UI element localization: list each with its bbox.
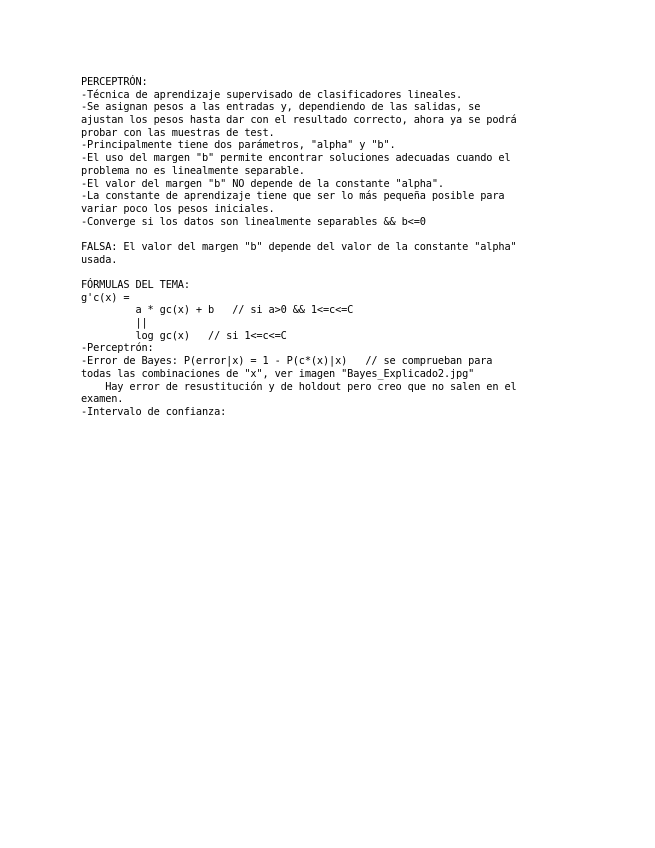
- document-body: [81, 76, 641, 419]
- doc-line: -Perceptrón:: [81, 342, 154, 355]
- doc-line: variar poco los pesos iniciales.: [81, 202, 275, 215]
- doc-line: problema no es linealmente separable.: [81, 164, 305, 177]
- doc-line: a * gc(x) + b // si a>0 && 1<=c<=C: [81, 304, 354, 317]
- doc-line: usada.: [81, 253, 118, 266]
- doc-line: probar con las muestras de test.: [81, 126, 275, 139]
- doc-line: FALSA: El valor del margen "b" depende del valor de la constante "alpha": [81, 240, 517, 253]
- blank-line: [81, 228, 641, 241]
- doc-line: -El uso del margen "b" permite encontrar soluciones adecuadas cuando el: [81, 152, 511, 165]
- doc-line: examen.: [81, 393, 124, 406]
- doc-line: -Intervalo de confianza:: [81, 405, 227, 418]
- doc-line: log gc(x) // si 1<=c<=C: [81, 329, 287, 342]
- doc-line: FÓRMULAS DEL TEMA:: [81, 279, 190, 291]
- doc-line: -Error de Bayes: P(error|x) = 1 - P(c*(x)|x) // se comprueban para: [81, 355, 493, 368]
- doc-line: PERCEPTRÓN:: [81, 76, 148, 88]
- doc-line: -Se asignan pesos a las entradas y, dependiendo de las salidas, se: [81, 101, 481, 114]
- doc-line: -Converge si los datos son linealmente separables && b<=0: [81, 215, 426, 228]
- doc-line: -El valor del margen "b" NO depende de la constante "alpha".: [81, 177, 444, 190]
- doc-line: -La constante de aprendizaje tiene que ser lo más pequeña posible para: [81, 190, 505, 203]
- doc-line: Hay error de resustitución y de holdout pero creo que no salen en el: [81, 380, 517, 393]
- doc-line: todas las combinaciones de "x", ver imagen "Bayes_Explicado2.jpg": [81, 367, 475, 380]
- doc-line: -Técnica de aprendizaje supervisado de clasificadores lineales.: [81, 88, 463, 101]
- doc-line: -Principalmente tiene dos parámetros, "alpha" y "b".: [81, 139, 396, 152]
- blank-line: [81, 266, 641, 279]
- doc-line: g'c(x) =: [81, 291, 130, 304]
- doc-line: ||: [81, 317, 148, 330]
- doc-line: ajustan los pesos hasta dar con el resultado correcto, ahora ya se podrá: [81, 114, 517, 127]
